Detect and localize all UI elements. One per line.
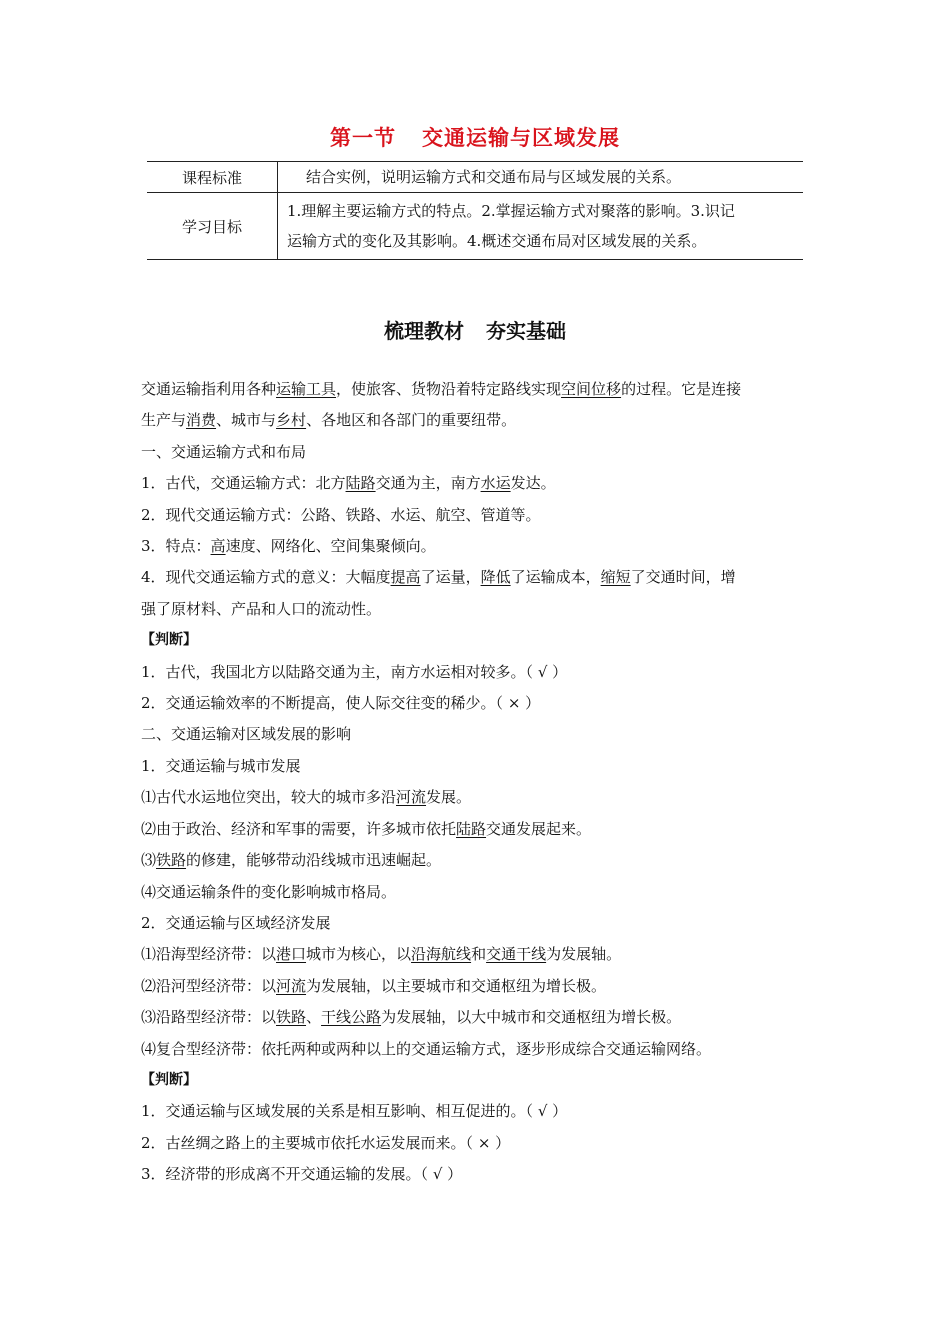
text-segment: 发达。 <box>510 474 556 493</box>
text-segment: 发展。 <box>426 788 472 807</box>
blank-answer: 运输工具 <box>276 380 337 398</box>
blank-answer: 陆路 <box>345 474 376 493</box>
blank-answer: 沿海航线 <box>411 945 472 964</box>
blank-answer: 消费 <box>186 411 217 430</box>
blank-answer: 乡村 <box>276 411 307 430</box>
judge-item: 2．古丝绸之路上的主要城市依托水运发展而来。（ × ） <box>141 1133 511 1152</box>
text-segment: 为发展轴，以大中城市和交通枢纽为增长极。 <box>381 1008 682 1027</box>
list-item <box>141 562 811 625</box>
blank-answer: 港口 <box>276 945 307 964</box>
standards-table <box>147 161 803 260</box>
list-item: 2．现代交通运输方式：公路、铁路、水运、航空、管道等。 <box>141 505 541 524</box>
text-segment: 交通为主，南方 <box>375 474 481 493</box>
blank-answer: 铁路 <box>276 1008 307 1027</box>
table-label-standard: 课程标准 <box>147 162 278 193</box>
blank-answer: 河流 <box>396 788 427 807</box>
text-segment: ，使旅客、货物沿着特定路线实现 <box>336 380 562 398</box>
section-heading-part1: 梳理教材 <box>384 319 464 343</box>
part1-heading: 一、交通运输方式和布局 <box>141 442 307 461</box>
blank-answer: 缩短 <box>600 568 631 587</box>
section-heading <box>0 315 950 344</box>
text-segment: 、各地区和各部门的重要纽带。 <box>306 411 517 430</box>
content-body <box>141 374 811 1191</box>
blank-answer: 干线公路 <box>321 1008 382 1027</box>
part2-heading: 二、交通运输对区域发展的影响 <box>141 725 352 744</box>
text-segment: 为发展轴。 <box>546 945 622 964</box>
lesson-name: 交通运输与区域发展 <box>422 126 620 150</box>
judge-label: 【判断】 <box>141 632 197 649</box>
judge-item: 1．古代，我国北方以陆路交通为主，南方水运相对较多。（ √ ） <box>141 662 568 681</box>
text-segment: ⑵由于政治、经济和军事的需要，许多城市依托 <box>141 819 457 838</box>
text-segment: 4．现代交通运输方式的意义：大幅度 <box>141 568 391 587</box>
text-segment: 的过程。它是连接 <box>621 380 742 398</box>
list-item: ⑷复合型经济带：依托两种或两种以上的交通运输方式，逐步形成综合交通运输网络。 <box>141 1039 712 1058</box>
section-heading-part2: 夯实基础 <box>486 319 566 343</box>
text-segment: ⑶沿路型经济带：以 <box>141 1008 277 1027</box>
text-segment: 强了原材料、产品和人口的流动性。 <box>141 599 382 618</box>
lesson-number: 第一节 <box>330 126 396 150</box>
blank-answer: 陆路 <box>456 819 487 838</box>
text-segment: ⑴古代水运地位突出，较大的城市多沿 <box>141 788 397 807</box>
text-segment: 了交通时间，增 <box>630 568 736 587</box>
list-item <box>141 845 811 876</box>
blank-answer: 提高 <box>390 568 421 587</box>
list-item <box>141 782 811 813</box>
list-item <box>141 1002 811 1033</box>
text-segment: 、 <box>306 1008 322 1027</box>
table-value-standard: 结合实例，说明运输方式和交通布局与区域发展的关系。 <box>278 162 804 193</box>
list-item <box>141 531 811 562</box>
list-item: ⑷交通运输条件的变化影响城市格局。 <box>141 882 397 901</box>
blank-answer: 铁路 <box>156 851 187 870</box>
goals-line-2: 运输方式的变化及其影响。4.概述交通布局对区域发展的关系。 <box>287 232 707 250</box>
text-segment: 了运输成本， <box>510 568 601 587</box>
table-row <box>147 162 803 193</box>
blank-answer: 水运 <box>480 474 511 493</box>
list-item <box>141 971 811 1002</box>
blank-answer: 高 <box>210 537 226 556</box>
text-segment: 生产与 <box>141 411 187 430</box>
table-value-goals <box>278 193 804 260</box>
text-segment: ⑴沿海型经济带：以 <box>141 945 277 964</box>
text-segment: 了运量， <box>420 568 481 587</box>
text-segment: ⑵沿河型经济带：以 <box>141 976 277 995</box>
blank-answer: 交通干线 <box>486 945 547 964</box>
text-segment: 交通运输指利用各种 <box>141 380 277 398</box>
text-segment: 、城市与 <box>216 411 277 430</box>
judge-label: 【判断】 <box>141 1071 197 1088</box>
text-segment: 速度、网络化、空间集聚倾向。 <box>225 537 436 556</box>
text-segment: 交通发展起来。 <box>486 819 592 838</box>
sub-heading: 2．交通运输与区域经济发展 <box>141 913 331 932</box>
text-segment: 为发展轴，以主要城市和交通枢纽为增长极。 <box>306 976 607 995</box>
text-segment: 的修建，能够带动沿线城市迅速崛起。 <box>186 851 442 870</box>
text-segment: 城市为核心，以 <box>306 945 412 964</box>
intro-paragraph <box>141 374 811 437</box>
table-label-goals: 学习目标 <box>147 193 278 260</box>
blank-answer: 河流 <box>276 976 307 995</box>
text-segment: 3．特点： <box>141 537 211 556</box>
table-row <box>147 193 803 260</box>
text-segment: 和 <box>471 945 487 964</box>
text-segment: 1．古代，交通运输方式：北方 <box>141 474 346 493</box>
judge-item: 3．经济带的形成离不开交通运输的发展。（ √ ） <box>141 1165 463 1184</box>
blank-answer: 降低 <box>480 568 511 587</box>
blank-answer: 空间位移 <box>561 380 622 398</box>
text-segment: ⑶ <box>141 851 157 870</box>
list-item <box>141 468 811 499</box>
judge-item: 2．交通运输效率的不断提高，使人际交往变的稀少。（ × ） <box>141 694 541 713</box>
list-item <box>141 814 811 845</box>
list-item <box>141 939 811 970</box>
lesson-title <box>0 122 950 152</box>
judge-item: 1．交通运输与区域发展的关系是相互影响、相互促进的。（ √ ） <box>141 1102 568 1121</box>
goals-line-1: 1.理解主要运输方式的特点。2.掌握运输方式对聚落的影响。3.识记 <box>287 202 735 220</box>
sub-heading: 1．交通运输与城市发展 <box>141 756 301 775</box>
